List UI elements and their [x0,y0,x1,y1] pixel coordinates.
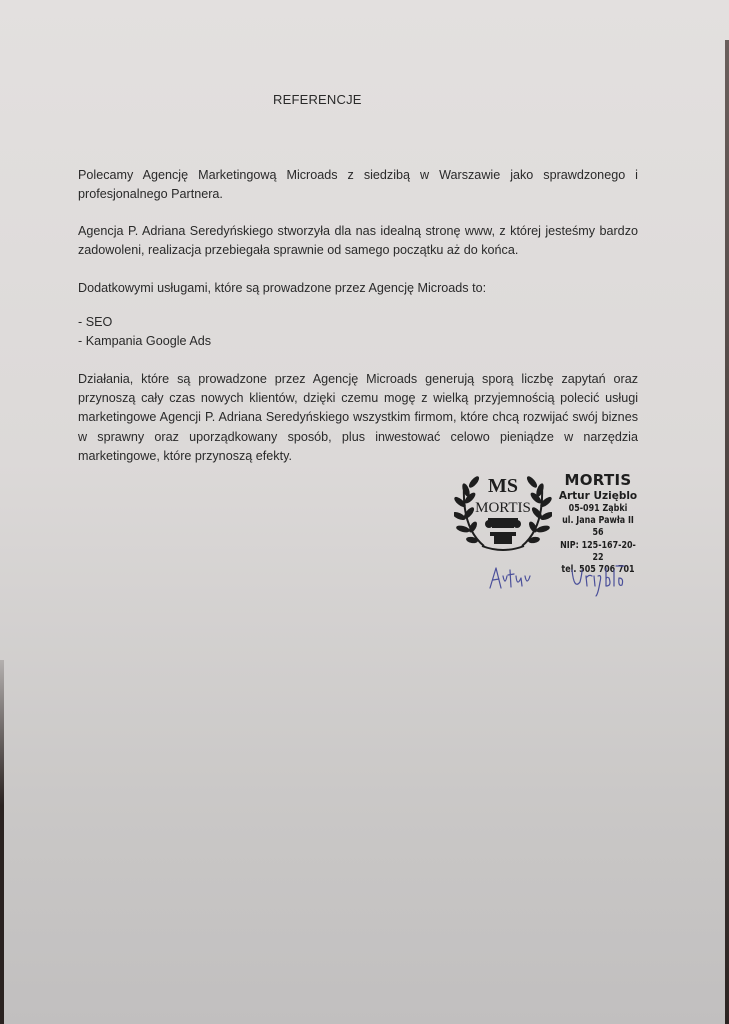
stamp-phone: tel. 505 706 701 [561,564,635,576]
paragraph-services-intro: Dodatkowymi usługami, które są prowadzone przez Agencję Microads to: [78,281,487,295]
paragraph-recommendation: Polecamy Agencję Marketingową Microads z siedzibą w Warszawie jako sprawdzonego i profesjonalnego Partnera. [78,168,638,202]
desk-edge-left [0,660,4,1024]
stamp-person: Artur Uzięblo [558,490,638,502]
signature-text: Artur Uzięblo [488,560,494,561]
document-title: REFERENCJE [273,92,362,107]
desk-edge-right [725,40,729,1024]
handwritten-signature [488,560,648,600]
mortis-logo-stamp [454,466,552,552]
service-item: - SEO [78,315,113,329]
paragraph-website: Agencja P. Adriana Seredyńskiego stworzyła dla nas idealną stronę www, z której jesteśmy bardzo zadowoleni, realizacja przebiegała sprawnie od samego początku aż do końca. [78,224,638,258]
service-item: - Kampania Google Ads [78,333,212,348]
stamp-company: MORTIS [564,471,632,489]
stamp-city: 05-091 Ząbki [568,503,628,514]
logo-text: MORTIS [475,500,531,516]
stamp-street: ul. Jana Pawła II 56 [562,515,634,539]
paragraph-results: Działania, które są prowadzone przez Agencję Microads generują sporą liczbę zapytań oraz przynoszą cały czas nowych klientów, dzięki czemu mogę z wielką przyjemnością polecić usługi marketingowe Agencji P. Adriana Seredyńskiego wszystkim firmom, które chcą rozwijać swój biznes w sprawny oraz uporządkowany sposób, plus inwestować celowo pieniądze w narzędzia marketingowe, które przynoszą efekty. [78,372,638,463]
stamp-nip: NIP: 125-167-20-22 [560,539,636,563]
column-icon [485,518,521,544]
services-list [78,313,211,350]
logo-monogram: MS [488,475,518,497]
